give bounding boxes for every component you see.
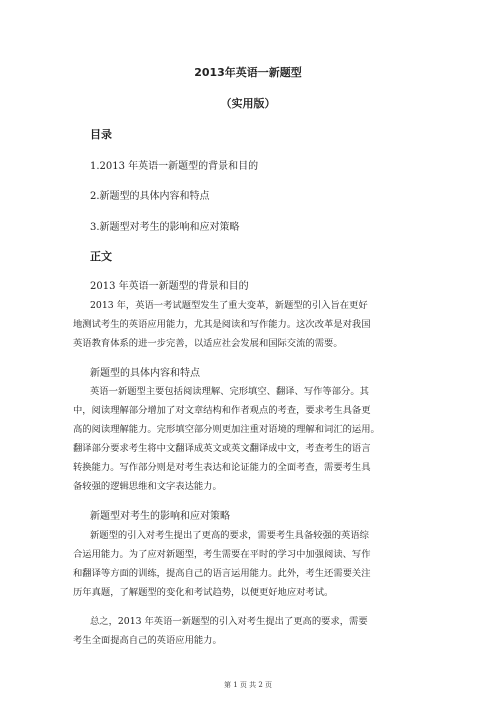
section-1-paragraph xyxy=(73,297,371,354)
paragraph-line: 地测试考生的英语应用能力，尤其是阅读和写作能力。这次改革是对我国 xyxy=(73,318,371,330)
paragraph-line: 高的阅读理解能力。完形填空部分则更加注重对语境的理解和词汇的运用。 xyxy=(73,423,380,435)
paragraph-line: 考生全面提高自己的英语应用能力。 xyxy=(73,634,222,646)
section-1-heading: 2013 年英语一新题型的背景和目的 xyxy=(90,281,249,292)
body-heading: 正文 xyxy=(90,250,112,263)
paragraph-line: 新题型的引入对考生提出了更高的要求，需要考生具备较强的英语综 xyxy=(90,530,369,541)
toc-item-1: 1.2013 年英语一新题型的背景和目的 xyxy=(90,161,259,172)
paragraph-line: 合运用能力。为了应对新题型，考生需要在平时的学习中加强阅读、写作 xyxy=(73,548,371,560)
page-footer: 第 1 页 共 2 页 xyxy=(223,681,273,689)
section-3-heading: 新题型对考生的影响和应对策略 xyxy=(90,511,230,522)
document-title: 2013年英语一新题型 xyxy=(194,66,302,79)
conclusion-paragraph xyxy=(73,613,368,651)
paragraph-line: 中，阅读理解部分增加了对文章结构和作者观点的考查，要求考生具备更 xyxy=(73,404,371,416)
section-2-heading: 新题型的具体内容和特点 xyxy=(90,368,200,379)
section-3-paragraph xyxy=(73,527,371,603)
paragraph-line: 英语教育体系的进一步完善，以适应社会发展和国际交流的需要。 xyxy=(73,337,343,349)
paragraph-line: 2013 年，英语一考试题型发生了重大变革，新题型的引入旨在更好 xyxy=(90,300,368,311)
paragraph-line: 和翻译等方面的训练，提高自己的语言运用能力。此外，考生还需要关注 xyxy=(73,567,371,579)
paragraph-line: 备较强的逻辑思维和文字表达能力。 xyxy=(73,480,222,492)
toc-item-2: 2.新题型的具体内容和特点 xyxy=(90,191,210,202)
document-subtitle: （实用版） xyxy=(220,97,276,110)
section-2-paragraph xyxy=(73,383,380,496)
paragraph-line: 英语一新题型主要包括阅读理解、完形填空、翻译、写作等部分。其 xyxy=(90,386,369,397)
toc-item-3: 3.新题型对考生的影响和应对策略 xyxy=(90,222,240,233)
paragraph-line: 转换能力。写作部分则是对考生表达和论证能力的全面考查，需要考生具 xyxy=(73,461,371,473)
paragraph-line: 总之，2013 年英语一新题型的引入对考生提出了更高的要求，需要 xyxy=(90,616,368,627)
paragraph-line: 翻译部分要求考生将中文翻译成英文或英文翻译成中文，考查考生的语言 xyxy=(73,442,371,454)
toc-heading: 目录 xyxy=(90,128,112,141)
paragraph-line: 历年真题，了解题型的变化和考试趋势，以便更好地应对考试。 xyxy=(73,586,334,598)
